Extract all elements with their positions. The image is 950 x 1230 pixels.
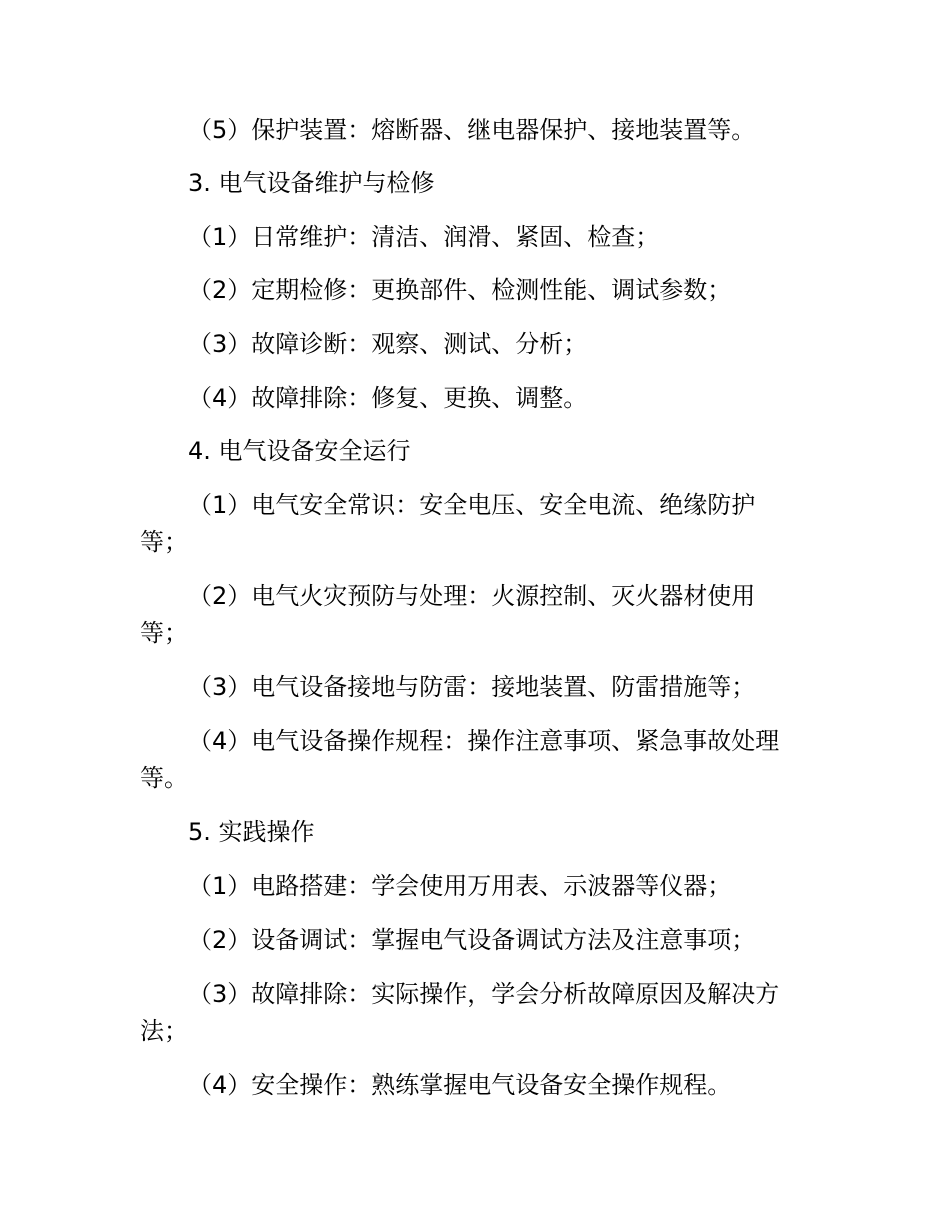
list-item: （4）故障排除：修复、更换、调整。: [188, 384, 588, 412]
list-item: （4）安全操作：熟练掌握电气设备安全操作规程。: [188, 1071, 732, 1099]
list-item: （5）保护装置：熔断器、继电器保护、接地装置等。: [188, 116, 756, 144]
list-item-continuation: 等；: [140, 528, 188, 556]
section-heading: 4. 电气设备安全运行: [188, 437, 411, 465]
list-item: （4）电气设备操作规程：操作注意事项、紧急事故处理: [188, 727, 780, 755]
list-item: （3）故障诊断：观察、测试、分析；: [188, 330, 588, 358]
list-item: （2）定期检修：更换部件、检测性能、调试参数；: [188, 276, 732, 304]
list-item-continuation: 法；: [140, 1017, 188, 1045]
list-item: （2）设备调试：掌握电气设备调试方法及注意事项；: [188, 926, 756, 954]
list-item: （1）电路搭建：学会使用万用表、示波器等仪器；: [188, 872, 732, 900]
section-heading: 5. 实践操作: [188, 818, 315, 846]
list-item-continuation: 等；: [140, 619, 188, 647]
section-heading: 3. 电气设备维护与检修: [188, 169, 435, 197]
list-item: （2）电气火灾预防与处理：火源控制、灭火器材使用: [188, 582, 756, 610]
list-item-continuation: 等。: [140, 764, 188, 792]
list-item: （1）电气安全常识：安全电压、安全电流、绝缘防护: [188, 491, 756, 519]
list-item: （1）日常维护：清洁、润滑、紧固、检查；: [188, 223, 660, 251]
list-item: （3）故障排除：实际操作，学会分析故障原因及解决方: [188, 980, 780, 1008]
list-item: （3）电气设备接地与防雷：接地装置、防雷措施等；: [188, 673, 756, 701]
